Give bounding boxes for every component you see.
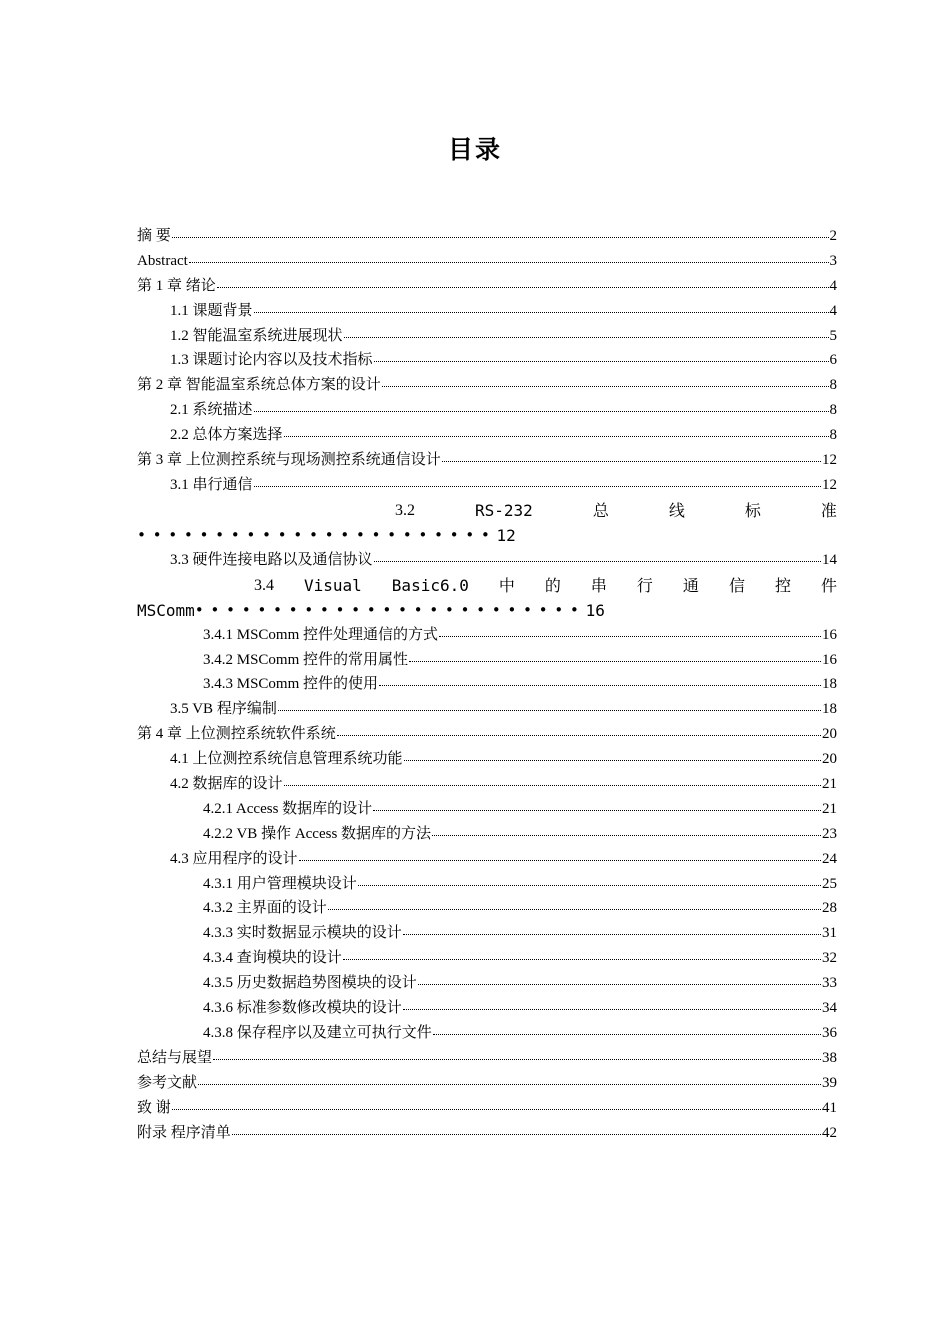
dot-leader	[189, 262, 829, 263]
toc-entry[interactable]	[137, 1046, 837, 1071]
toc-entry-title: 4.1 上位测控系统信息管理系统功能	[170, 751, 403, 768]
toc-entry[interactable]	[137, 348, 837, 373]
toc-entry[interactable]	[137, 224, 837, 249]
toc-entry-title: 第 2 章 智能温室系统总体方案的设计	[137, 377, 381, 394]
page-number: 20	[822, 751, 837, 768]
heading-token: 串	[590, 575, 607, 595]
page-number: 33	[822, 975, 837, 992]
toc-entry-title: 3.3 硬件连接电路以及通信协议	[170, 551, 373, 568]
heading-token: Visual	[304, 575, 362, 595]
page-number: 16	[822, 626, 837, 643]
heading-token: 准	[820, 500, 837, 520]
page-number: 18	[822, 676, 837, 693]
dot-leader	[404, 760, 821, 761]
toc-entry[interactable]	[137, 274, 837, 299]
heading-token: 标	[744, 500, 761, 520]
toc-entry[interactable]	[137, 324, 837, 349]
heading-token: RS-232	[475, 500, 533, 520]
toc-entry[interactable]	[137, 747, 837, 772]
page-number: 21	[822, 800, 837, 817]
toc-entry[interactable]	[137, 473, 837, 498]
heading-token: 中	[498, 575, 515, 595]
dot-leader	[254, 312, 829, 313]
dot-leader	[432, 835, 821, 836]
heading-token: 行	[636, 575, 653, 595]
dot-leader	[284, 436, 829, 437]
dot-leader	[278, 710, 821, 711]
toc-entry-title: 4.3.1 用户管理模块设计	[203, 875, 357, 892]
page-number: 3	[829, 252, 837, 269]
page-number: 5	[829, 327, 837, 344]
toc-entry-3-4-heading	[137, 573, 837, 598]
toc-entry[interactable]	[137, 896, 837, 921]
toc-section-b	[137, 548, 837, 573]
toc-entry-title: 第 1 章 绪论	[137, 277, 216, 294]
page-number: 24	[822, 850, 837, 867]
heading-token: 通	[682, 575, 699, 595]
toc-entry-title: Abstract	[137, 252, 188, 269]
heading-token: 线	[668, 500, 685, 520]
toc-section-a	[137, 224, 837, 498]
page-number: 36	[822, 1024, 837, 1041]
toc-entry[interactable]	[137, 1121, 837, 1146]
page-number: 32	[822, 950, 837, 967]
dot-leader	[284, 785, 821, 786]
dot-leader	[374, 361, 829, 362]
dot-leader	[254, 486, 821, 487]
toc-entry[interactable]	[137, 697, 837, 722]
page-number: 38	[822, 1049, 837, 1066]
page-number: 6	[829, 352, 837, 369]
toc-entry-title: 1.3 课题讨论内容以及技术指标	[170, 352, 373, 369]
toc-entry-3-4-continuation: MSComm	[137, 600, 195, 620]
page-number: 42	[822, 1124, 837, 1141]
toc-entry[interactable]	[137, 797, 837, 822]
dot-leader	[418, 984, 821, 985]
toc-entry[interactable]	[137, 822, 837, 847]
toc-entry-title: 4.3.4 查询模块的设计	[203, 950, 342, 967]
toc-entry-title: 4.2 数据库的设计	[170, 776, 283, 793]
toc-entry[interactable]	[137, 722, 837, 747]
toc-entry-title: 4.2.2 VB 操作 Access 数据库的方法	[203, 825, 432, 842]
heading-token: 总	[592, 500, 609, 520]
page-number: 39	[822, 1074, 837, 1091]
toc-entry-title: 2.1 系统描述	[170, 402, 253, 419]
toc-entry-title: 4.3.6 标准参数修改模块的设计	[203, 1000, 402, 1017]
toc-entry[interactable]	[137, 872, 837, 897]
toc-entry-title: 总结与展望	[137, 1049, 213, 1066]
dot-leader	[374, 561, 821, 562]
page-number: 18	[822, 701, 837, 718]
toc-entry-3-2-heading	[137, 498, 837, 523]
toc-entry-title: 第 4 章 上位测控系统软件系统	[137, 726, 336, 743]
page-number: 14	[822, 551, 837, 568]
page-number: 2	[829, 228, 837, 244]
dot-leader	[232, 1134, 821, 1135]
toc-entry[interactable]	[137, 373, 837, 398]
dot-leader	[217, 287, 829, 288]
toc-entry-3-4[interactable]	[137, 573, 837, 623]
page-number: 25	[822, 875, 837, 892]
toc-entry[interactable]	[137, 946, 837, 971]
heading-token: 件	[820, 575, 837, 595]
toc-entry[interactable]	[137, 996, 837, 1021]
page-number: 31	[822, 925, 837, 942]
dot-leader	[409, 661, 821, 662]
page-number: 12	[822, 452, 837, 469]
toc-entry-title: 附录 程序清单	[137, 1124, 231, 1141]
dot-leader	[343, 959, 821, 960]
page-number: 16	[585, 600, 605, 620]
table-of-contents	[137, 224, 837, 1145]
dot-leader	[382, 386, 829, 387]
dot-leader	[433, 1034, 821, 1035]
dot-leader	[358, 885, 821, 886]
page-number: 8	[829, 427, 837, 444]
toc-entry[interactable]	[137, 249, 837, 274]
toc-entry[interactable]	[137, 548, 837, 573]
heading-token: 控	[774, 575, 791, 595]
toc-entry[interactable]	[137, 448, 837, 473]
dot-leader	[172, 237, 829, 238]
toc-entry-title: 第 3 章 上位测控系统与现场测控系统通信设计	[137, 452, 441, 469]
dot-leader	[379, 685, 821, 686]
toc-entry[interactable]	[137, 847, 837, 872]
heading-token: 3.2	[395, 501, 415, 519]
toc-entry[interactable]	[137, 921, 837, 946]
dot-leader	[328, 909, 821, 910]
toc-entry-title: 3.5 VB 程序编制	[170, 701, 277, 718]
toc-entry-title: 4.2.1 Access 数据库的设计	[203, 800, 373, 817]
toc-entry[interactable]	[137, 398, 837, 423]
page-number: 12	[822, 476, 837, 493]
page-number: 23	[822, 825, 837, 842]
toc-entry[interactable]	[137, 1021, 837, 1046]
toc-section-c	[137, 623, 837, 1146]
page-number: 4	[829, 277, 837, 294]
toc-entry-title: 3.4.2 MSComm 控件的常用属性	[203, 651, 409, 668]
toc-entry[interactable]	[137, 1071, 837, 1096]
heading-token: 的	[544, 575, 561, 595]
dot-leader: •••••••••••••••••••••••••	[194, 600, 586, 619]
toc-entry[interactable]	[137, 772, 837, 797]
toc-entry-title: 4.3 应用程序的设计	[170, 850, 298, 867]
dot-leader	[403, 1009, 821, 1010]
page-number: 8	[829, 377, 837, 394]
dot-leader	[337, 735, 821, 736]
toc-entry[interactable]	[137, 299, 837, 324]
toc-entry-title: 参考文献	[137, 1074, 198, 1091]
toc-entry-title: 2.2 总体方案选择	[170, 427, 283, 444]
toc-entry-3-4-leader-line	[137, 598, 837, 623]
dot-leader: •••••••••••••••••••••••	[137, 525, 497, 544]
page-number: 41	[822, 1099, 837, 1116]
heading-token: 3.4	[254, 576, 274, 594]
page-number: 34	[822, 1000, 837, 1017]
toc-entry-title: 4.3.8 保存程序以及建立可执行文件	[203, 1024, 432, 1041]
heading-token: 信	[728, 575, 745, 595]
page-number: 21	[822, 776, 837, 793]
page-title: 目录	[447, 135, 502, 164]
toc-entry[interactable]	[137, 971, 837, 996]
dot-leader	[403, 934, 821, 935]
toc-entry[interactable]	[137, 648, 837, 673]
toc-entry[interactable]	[137, 672, 837, 697]
dot-leader	[254, 411, 829, 412]
toc-entry-title: 1.2 智能温室系统进展现状	[170, 327, 343, 344]
toc-entry-title: 4.3.2 主界面的设计	[203, 900, 327, 917]
dot-leader	[198, 1084, 821, 1085]
toc-entry-title: 致 谢	[137, 1099, 171, 1116]
dot-leader	[213, 1059, 821, 1060]
toc-entry-3-2-leader-line	[137, 523, 837, 548]
toc-entry-title: 3.4.1 MSComm 控件处理通信的方式	[203, 626, 439, 643]
toc-entry-title: 4.3.5 历史数据趋势图模块的设计	[203, 975, 417, 992]
toc-entry-3-2[interactable]	[137, 498, 837, 548]
dot-leader	[442, 461, 821, 462]
toc-entry-title: 1.1 课题背景	[170, 302, 253, 319]
toc-entry-title: 3.1 串行通信	[170, 476, 253, 493]
page-number: 28	[822, 900, 837, 917]
toc-entry-title: 4.3.3 实时数据显示模块的设计	[203, 925, 402, 942]
toc-entry[interactable]	[137, 623, 837, 648]
page-number: 8	[829, 402, 837, 419]
page-number: 20	[822, 726, 837, 743]
dot-leader	[299, 860, 821, 861]
page-number: 4	[829, 302, 837, 319]
dot-leader	[172, 1109, 821, 1110]
dot-leader	[344, 337, 829, 338]
toc-entry[interactable]	[137, 423, 837, 448]
page-number: 16	[822, 651, 837, 668]
toc-entry-title: 3.4.3 MSComm 控件的使用	[203, 676, 379, 693]
heading-token: Basic6.0	[391, 575, 469, 595]
dot-leader	[439, 636, 821, 637]
dot-leader	[373, 810, 821, 811]
page-number: 12	[496, 525, 516, 545]
toc-entry[interactable]	[137, 1096, 837, 1121]
toc-entry-title: 摘 要	[137, 228, 171, 244]
